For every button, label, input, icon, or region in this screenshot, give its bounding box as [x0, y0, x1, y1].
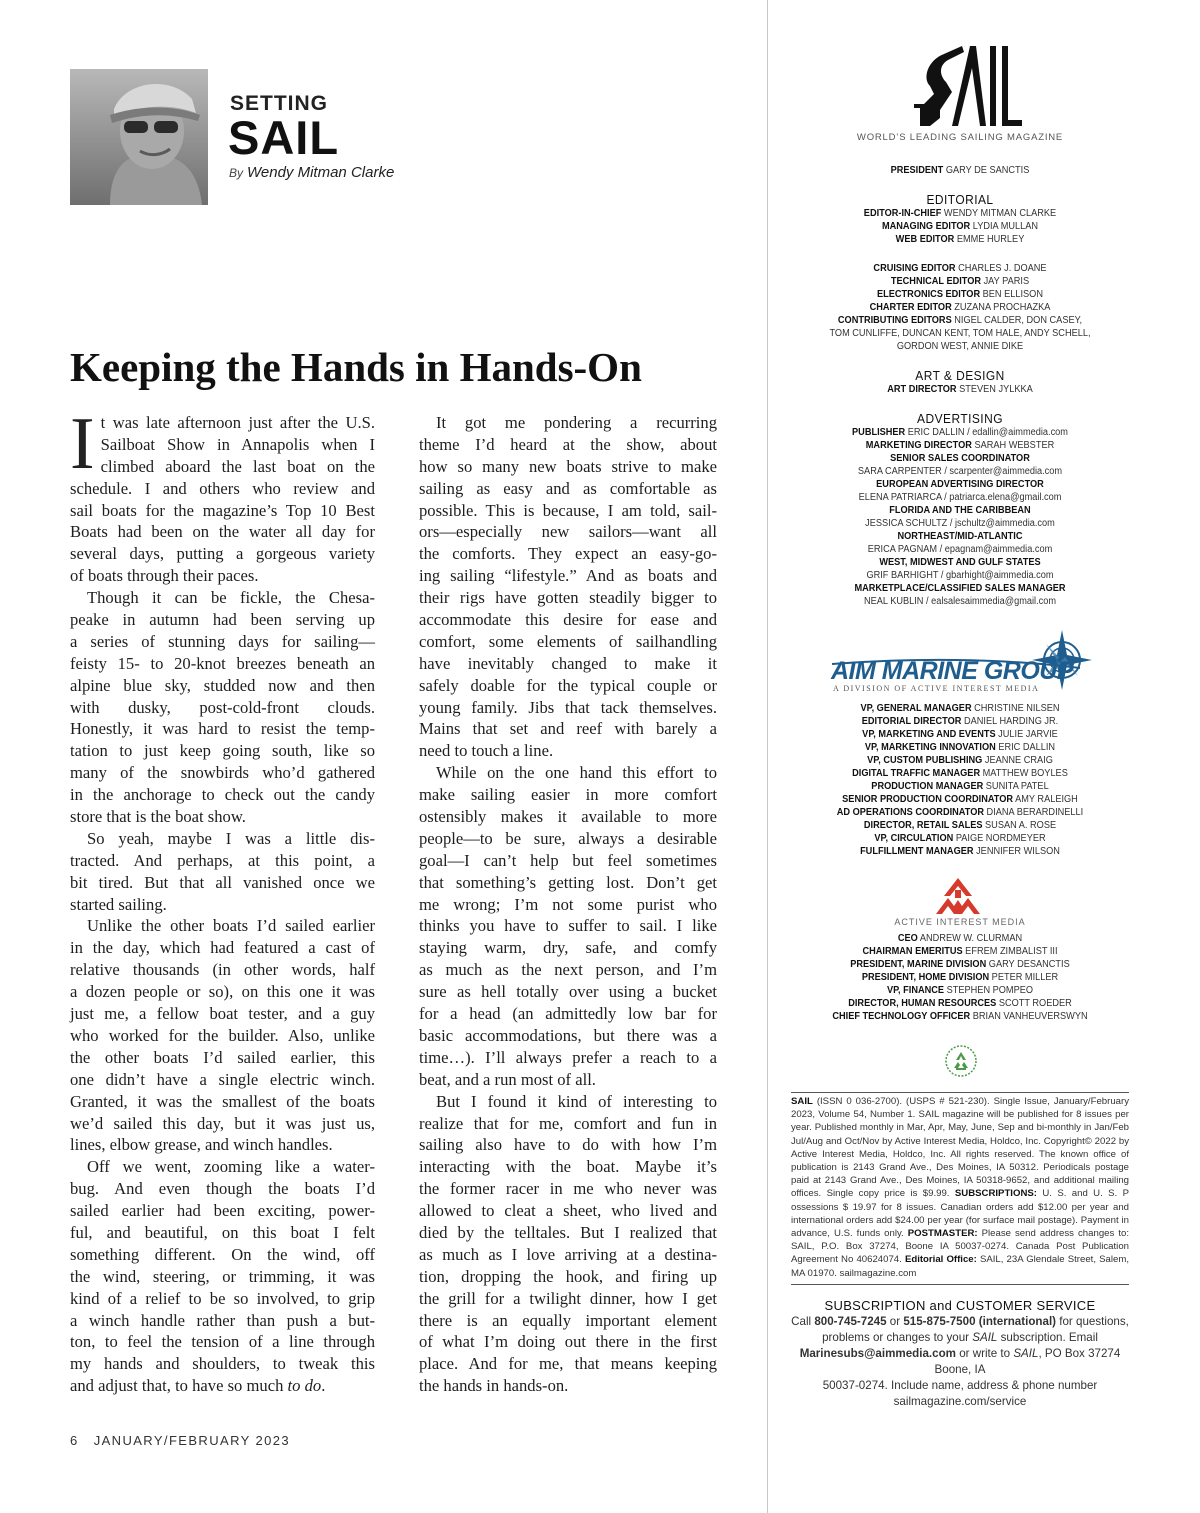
- staff-title: NORTHEAST/MID-ATLANTIC: [897, 531, 1023, 542]
- article-line: as much as the next person, and I’m: [419, 960, 717, 980]
- article-line: Mains that set and reef with barely a: [419, 719, 717, 739]
- staff-title: EDITORIAL DIRECTOR: [861, 716, 962, 727]
- staff-title: FULFILLMENT MANAGER: [860, 846, 974, 857]
- staff-entry: [813, 556, 1107, 569]
- magazine-tagline: WORLD’S LEADING SAILING MAGAZINE: [856, 132, 1064, 143]
- article-line: comfort, some elements of sailhandling: [419, 631, 717, 651]
- article-headline: Keeping the Hands in Hands-On: [70, 344, 642, 390]
- art-director: [813, 383, 1107, 396]
- article-line: kind of a relief to be so involved, to grip: [70, 1288, 375, 1308]
- staff-title: DIRECTOR, RETAIL SALES: [863, 820, 983, 831]
- article-line: store that is the boat show.: [70, 807, 246, 827]
- article-line: died by the telltales. But I realized that: [419, 1222, 717, 1242]
- article-line: the comforts. They expect an easy-go-: [419, 544, 717, 564]
- staff-entry: [813, 569, 1107, 582]
- article-line: several days, putting a gorgeous variety: [70, 544, 375, 564]
- article-line: bug. And even though the boats I’d: [70, 1179, 375, 1199]
- staff-title: PUBLISHER: [852, 427, 906, 438]
- article-line: Honestly, it was hard to resist the temp-: [70, 719, 375, 739]
- staff-title: EUROPEAN ADVERTISING DIRECTOR: [876, 479, 1044, 490]
- legal-text-1: (ISSN 0 036-2700). (USPS # 521-230). Single Issue, January/February 2023, Volume 54, Number 1. SAIL magazine will be published for 8 issues per year. Published monthly in Mar, Apr, May, June, Sep and bi-monthly in Jan/Feb Jul/Aug and Oct/Nov by Active Interest Media, Holdco, Inc. Copyright© 2022 by Active Interest Media, Holdco, Inc. All rights reserved. The known office of publication is 2143 Grand Ave., Des Moines, IA 50312. Periodicals postage paid at 2143 Grand Ave., Des Moines, IA 50318-9652, and additional mailing offices. Single copy price is $9.99.: [791, 1096, 1129, 1200]
- staff-name: STEPHEN POMPEO: [944, 985, 1034, 996]
- article-line: peake in autumn had been serving up: [70, 610, 375, 630]
- subscription-line-2: [780, 1330, 1140, 1346]
- staff-entry: [813, 971, 1107, 984]
- article-line: relative thousands (in other words, half: [70, 960, 375, 980]
- staff-name: BEN ELLISON: [980, 289, 1043, 300]
- legal-text-4: SAIL, 23A Glendale Street, Salem, MA 01970. sailmagazine.com: [791, 1254, 1129, 1279]
- staff-entry: [813, 715, 1107, 728]
- staff-entry: [813, 275, 1107, 288]
- staff-title: CONTRIBUTING EDITORS: [837, 315, 952, 326]
- staff-title: VP, FINANCE: [886, 985, 945, 996]
- phone-international: 515-875-7500 (international): [903, 1315, 1057, 1328]
- staff-title: CHARTER EDITOR: [869, 302, 952, 313]
- article-line: sailing as easy and as comfortable as: [419, 478, 717, 498]
- staff-title: VP, MARKETING AND EVENTS: [862, 729, 996, 740]
- byline-prefix: By: [229, 166, 244, 180]
- article-line: theme I’d heard at the show, about: [419, 434, 717, 454]
- article-line: for a head (an admittedly low bar for: [419, 1004, 717, 1024]
- staff-entry: [813, 301, 1107, 314]
- article-line: tion, dropping the hook, and firing up: [419, 1266, 717, 1286]
- editorial-heading: EDITORIAL: [926, 192, 994, 207]
- legal-sail-label: SAIL: [791, 1096, 813, 1107]
- article-line: me wrong; I’m not some purist who: [419, 894, 717, 914]
- subscription-url: sailmagazine.com/service: [893, 1395, 1027, 1408]
- article-line: While on the one hand this effort to: [436, 763, 717, 783]
- staff-entry: [813, 819, 1107, 832]
- staff-name: ELENA PATRIARCA / patriarca.elena@gmail.com: [858, 492, 1062, 503]
- article-line: schedule. I and others who review and: [70, 478, 375, 498]
- staff-name: CHRISTINE NILSEN: [971, 703, 1060, 714]
- staff-title: CEO: [897, 933, 918, 944]
- staff-title: ELECTRONICS EDITOR: [877, 289, 981, 300]
- article-line: of what I’m doing out there in the first: [419, 1332, 717, 1352]
- article-line: the other boats I’d sailed earlier, this: [70, 1047, 375, 1067]
- article-line: a winch handle rather than push a but-: [70, 1310, 375, 1330]
- article-line: time…). I’ll always prefer a reach to a: [419, 1047, 717, 1067]
- article-line: sure as hell totally over using a bucket: [419, 982, 717, 1002]
- line-3-end: , PO Box 37274 Boone, IA: [934, 1347, 1121, 1376]
- column-divider: [767, 0, 768, 1513]
- article-line: young family. Jibs that tack themselves.: [419, 697, 717, 717]
- staff-name: AMY RALEIGH: [1013, 794, 1078, 805]
- article-line: feisty 15- to 20-knot breezes beneath an: [70, 653, 375, 673]
- staff-name: BRIAN VANHEUVERSWYN: [970, 1011, 1088, 1022]
- staff-entry: [813, 1010, 1107, 1023]
- article-line: with dusky, post-cold-front clouds.: [70, 697, 375, 717]
- staff-title: CRUISING EDITOR: [873, 263, 956, 274]
- staff-entry: [813, 780, 1107, 793]
- staff-entry: [813, 932, 1107, 945]
- staff-name: JULIE JARVIE: [995, 729, 1058, 740]
- staff-name: SARAH WEBSTER: [971, 440, 1055, 451]
- staff-name: ERICA PAGNAM / epagnam@aimmedia.com: [867, 544, 1053, 555]
- line-2-start: problems or changes to your: [822, 1331, 973, 1344]
- masthead-president: [813, 164, 1107, 177]
- aim-marine-group-subtitle: A DIVISION OF ACTIVE INTEREST MEDIA: [833, 684, 1040, 693]
- art-director-name: STEVEN JYLKKA: [959, 384, 1033, 395]
- sentence-end: .: [321, 1376, 326, 1396]
- staff-name: DIANA BERARDINELLI: [984, 807, 1084, 818]
- article-line: Unlike the other boats I’d sailed earlier: [87, 916, 375, 936]
- staff-title: FLORIDA AND THE CARIBBEAN: [889, 505, 1031, 516]
- legal-text-2: U. S. and U. S. P ossessions $ 19.97 for 8 issues. Canadian orders add $12.00 per year and international orders add $24.00 per year (for surface mail postage). Payment in advance, U.S. funds only.: [791, 1188, 1130, 1240]
- staff-entry: [813, 426, 1107, 439]
- article-line: beat, and a run most of all.: [419, 1069, 596, 1089]
- article-line: goal—I can’t help but feel sometimes: [419, 850, 717, 870]
- article-line: Sailboat Show in Annapolis when I: [100, 434, 375, 454]
- article-line: accommodate this desire for ease and: [419, 610, 717, 630]
- article-line: interacting with the boat. Maybe it’s: [419, 1157, 717, 1177]
- staff-title: CHAIRMAN EMERITUS: [862, 946, 963, 957]
- staff-name: JENNIFER WILSON: [973, 846, 1060, 857]
- staff-entry: [813, 595, 1107, 608]
- staff-entry: [813, 517, 1107, 530]
- drop-cap: I: [70, 403, 95, 485]
- article-line: and adjust that, to have so much to do.: [70, 1376, 326, 1396]
- article-line: staying warm, dry, safe, and comfy: [419, 938, 717, 958]
- subscription-line-4: 50037-0274. Include name, address & phone number: [822, 1379, 1098, 1392]
- staff-name: ANDREW W. CLURMAN: [917, 933, 1023, 944]
- president-name: GARY DE SANCTIS: [945, 165, 1030, 176]
- staff-title: VP, CIRCULATION: [874, 833, 954, 844]
- article-line: ful, and beautiful, on this boat I felt: [70, 1222, 375, 1242]
- article-line: the hands in hands-on.: [419, 1376, 569, 1396]
- line-1-end: for questions,: [1056, 1315, 1129, 1328]
- staff-title: VP, GENERAL MANAGER: [860, 703, 972, 714]
- line-3-mid: or write to: [955, 1347, 1014, 1360]
- art-director-title: ART DIRECTOR: [887, 384, 957, 395]
- author-photo: [70, 69, 208, 205]
- staff-name: ZUZANA PROCHAZKA: [951, 302, 1051, 313]
- article-line: lines, elbow grease, and winch handles.: [70, 1135, 333, 1155]
- advertising-staff-list: [813, 426, 1107, 608]
- staff-name: ERIC DALLIN / edallin@aimmedia.com: [905, 427, 1068, 438]
- article-line: a dozen people or so), on this one it was: [70, 982, 375, 1002]
- article-line: It got me pondering a recurring: [436, 413, 717, 432]
- article-line: realize that for me, comfort and fun in: [419, 1113, 717, 1133]
- sail-italic-2: SAIL: [1013, 1347, 1039, 1360]
- subscription-line-1: [780, 1314, 1140, 1330]
- staff-title: PRESIDENT, HOME DIVISION: [861, 972, 990, 983]
- staff-entry: [813, 504, 1107, 517]
- staff-entry: [813, 958, 1107, 971]
- staff-name: SCOTT ROEDER: [996, 998, 1072, 1009]
- article-line: there is an equally important element: [419, 1310, 717, 1330]
- staff-entry: [813, 945, 1107, 958]
- legal-notice: [791, 1092, 1129, 1285]
- article-line: a series of stunning days for sailing—: [70, 631, 375, 651]
- staff-name: NIGEL CALDER, DON CASEY,: [951, 315, 1083, 326]
- contributors-continued-2: GORDON WEST, ANNIE DIKE: [896, 341, 1024, 352]
- article-line: just me, a fellow boat tester, and a guy: [70, 1004, 375, 1024]
- staff-entry: [813, 314, 1107, 327]
- article-line: something different. On the wind, off: [70, 1244, 375, 1264]
- article-line: how so many new boats strive to make: [419, 456, 717, 476]
- staff-title: DIGITAL TRAFFIC MANAGER: [852, 768, 981, 779]
- staff-title: PRODUCTION MANAGER: [871, 781, 984, 792]
- article-column-right: [419, 412, 717, 1397]
- article-line: ing sailing “lifestyle.” And as boats and: [419, 566, 717, 586]
- article-line: tracted. And perhaps, at this point, a: [70, 850, 375, 870]
- staff-title: MANAGING EDITOR: [881, 221, 971, 232]
- staff-name: PAIGE NORDMEYER: [953, 833, 1046, 844]
- sail-logo: [900, 38, 1022, 130]
- column-kicker: SETTING: [230, 92, 329, 115]
- subscription-email: Marinesubs@aimmedia.com: [799, 1347, 956, 1360]
- article-line: sailed earlier had been exciting, power-: [70, 1201, 375, 1221]
- article-line: ton, to feel the tension of a line through: [70, 1332, 375, 1352]
- legal-subscriptions-label: SUBSCRIPTIONS:: [954, 1188, 1037, 1200]
- active-interest-media-logo: [930, 876, 986, 916]
- article-line: alpine blue sky, studded now and then: [70, 675, 375, 695]
- article-line: sailing also have to do with how I’m: [419, 1135, 717, 1155]
- staff-name: EFREM ZIMBALIST III: [962, 946, 1058, 957]
- staff-name: PETER MILLER: [989, 972, 1059, 983]
- article-line: tation to just keep going south, like so: [70, 741, 375, 761]
- staff-entry: [813, 220, 1107, 233]
- staff-title: PRESIDENT, MARINE DIVISION: [850, 959, 987, 970]
- legal-postmaster-label: POSTMASTER:: [907, 1228, 978, 1240]
- staff-entry: [813, 806, 1107, 819]
- author-portrait-image: [70, 69, 208, 205]
- article-line: Granted, it was the smallest of the boats: [70, 1091, 375, 1111]
- article-line: their rigs have gotten steadily bigger to: [419, 588, 717, 608]
- staff-title: CHIEF TECHNOLOGY OFFICER: [832, 1011, 971, 1022]
- article-line: many of the snowbirds who’d gathered: [70, 763, 375, 783]
- staff-title: MARKETING DIRECTOR: [865, 440, 972, 451]
- aim-marine-staff-list: [813, 702, 1107, 858]
- or-text: or: [886, 1315, 904, 1328]
- article-line: that something’s getting lost. Don’t get: [419, 872, 717, 892]
- staff-entry: [813, 702, 1107, 715]
- article-line: bit tired. But that all vanished once we: [70, 872, 375, 892]
- article-line: Boats had been on the water all day for: [70, 522, 375, 542]
- staff-title: SENIOR PRODUCTION COORDINATOR: [842, 794, 1014, 805]
- staff-entry: [813, 793, 1107, 806]
- staff-entry: [813, 543, 1107, 556]
- emphasis: to do: [287, 1376, 322, 1396]
- staff-name: SUSAN A. ROSE: [982, 820, 1057, 831]
- art-design-heading: ART & DESIGN: [915, 368, 1005, 383]
- article-line: So yeah, maybe I was a little dis-: [87, 828, 375, 848]
- article-line: place. And for me, that means keeping: [419, 1354, 717, 1374]
- article-line: make sailing easier in more comfort: [419, 785, 717, 805]
- staff-name: LYDIA MULLAN: [970, 221, 1039, 232]
- issue-date: JANUARY/FEBRUARY 2023: [93, 1433, 290, 1448]
- subscription-service-block: [780, 1298, 1140, 1410]
- legal-office-label: Editorial Office:: [904, 1254, 977, 1266]
- staff-entry: [813, 728, 1107, 741]
- legal-text-3: Please send address changes to: SAIL, P.O. Box 37274, Boone IA 50037-0274. Canada Post Publication Agreement No 40624074.: [791, 1228, 1129, 1266]
- article-line: sail boats for the magazine’s Top 10 Best: [70, 500, 375, 520]
- article-line: people—to be sure, always a desirable: [419, 828, 717, 848]
- staff-entry: [813, 582, 1107, 595]
- article-line: who worked for the builder. Also, unlike: [70, 1025, 375, 1045]
- article-line: my hands and shoulders, to tweak this: [70, 1354, 375, 1374]
- staff-name: JEANNE CRAIG: [982, 755, 1053, 766]
- active-interest-media-wordmark: ACTIVE INTEREST MEDIA: [894, 917, 1026, 927]
- article-line: as much as I love arriving at a destina-: [419, 1244, 717, 1264]
- staff-entry: [813, 754, 1107, 767]
- staff-title: WEST, MIDWEST AND GULF STATES: [879, 557, 1041, 568]
- staff-title: VP, MARKETING INNOVATION: [864, 742, 996, 753]
- page-number: 6: [70, 1433, 79, 1448]
- article-line: the grill for a twilight dinner, how I get: [419, 1288, 717, 1308]
- article-line: ostensibly makes it available to more: [419, 807, 717, 827]
- staff-title: DIRECTOR, HUMAN RESOURCES: [848, 998, 997, 1009]
- author-name: Wendy Mitman Clarke: [247, 164, 395, 181]
- advertising-heading: ADVERTISING: [917, 411, 1003, 426]
- article-line: thinks you have to suffer to sail. I like: [419, 916, 717, 936]
- article-line: climbed aboard the last boat on the: [100, 456, 375, 476]
- article-line: Though it can be fickle, the Chesa-: [87, 588, 375, 608]
- aim-staff-list: [813, 932, 1107, 1023]
- staff-title: VP, CUSTOM PUBLISHING: [867, 755, 983, 766]
- subscription-title: SUBSCRIPTION and CUSTOMER SERVICE: [824, 1298, 1096, 1313]
- staff-entry: [813, 832, 1107, 845]
- staff-name: EMME HURLEY: [954, 234, 1025, 245]
- article-line: But I found it kind of interesting to: [436, 1091, 717, 1111]
- staff-entry: [813, 741, 1107, 754]
- staff-title: WEB EDITOR: [895, 234, 955, 245]
- staff-entry: [813, 262, 1107, 275]
- page-folio: [70, 1433, 290, 1448]
- staff-entry: [813, 288, 1107, 301]
- article-line: of boats through their paces.: [70, 566, 259, 586]
- phone-domestic: 800-745-7245: [814, 1315, 887, 1328]
- editorial-staff-list: [813, 207, 1107, 246]
- staff-name: NEAL KUBLIN / ealsalesaimmedia@gmail.com: [863, 596, 1057, 607]
- staff-name: SUNITA PATEL: [983, 781, 1049, 792]
- call-text: Call: [791, 1315, 815, 1328]
- article-line: ors—especially new sailors—want all: [419, 522, 717, 542]
- article-line: the former racer in me who never was: [419, 1179, 717, 1199]
- staff-name: GRIF BARHIGHT / gbarhight@aimmedia.com: [866, 570, 1054, 581]
- article-line: in the day, which had featured a cast of: [70, 938, 375, 958]
- staff-entry: [813, 439, 1107, 452]
- aim-marine-group-wordmark: AIM MARINE GROUP: [831, 657, 1073, 685]
- staff-entry: [813, 465, 1107, 478]
- contributors-continued-1: TOM CUNLIFFE, DUNCAN KENT, TOM HALE, ANDY SCHELL,: [829, 328, 1091, 339]
- article-line: allowed to cleat a sheet, who lived and: [419, 1201, 717, 1221]
- staff-name: ERIC DALLIN: [995, 742, 1056, 753]
- article-line: need to touch a line.: [419, 741, 554, 761]
- article-line: we’d sailed this day, but it was just us,: [70, 1113, 375, 1133]
- staff-name: WENDY MITMAN CLARKE: [941, 208, 1057, 219]
- president-title: PRESIDENT: [890, 165, 944, 176]
- staff-entry: [813, 530, 1107, 543]
- staff-title: TECHNICAL EDITOR: [890, 276, 982, 287]
- staff-title: MARKETPLACE/CLASSIFIED SALES MANAGER: [854, 583, 1066, 594]
- staff-entry: [813, 491, 1107, 504]
- staff-name: DANIEL HARDING JR.: [961, 716, 1059, 727]
- editors-list: [813, 262, 1107, 327]
- line-2-end: subscription. Email: [997, 1331, 1098, 1344]
- article-line: started sailing.: [70, 894, 167, 914]
- article-line: possible. This is because, I am told, sail-: [419, 500, 717, 520]
- staff-entry: [813, 984, 1107, 997]
- article-column-left: [70, 403, 375, 1397]
- staff-entry: [813, 452, 1107, 465]
- staff-name: SARA CARPENTER / scarpenter@aimmedia.com: [857, 466, 1063, 477]
- staff-entry: [813, 997, 1107, 1010]
- article-line: basic accommodations, but there was a: [419, 1025, 717, 1045]
- staff-entry: [813, 478, 1107, 491]
- staff-name: JESSICA SCHULTZ / jschultz@aimmedia.com: [865, 518, 1055, 529]
- byline: [229, 164, 394, 181]
- staff-entry: [813, 845, 1107, 858]
- column-name: SAIL: [228, 111, 340, 164]
- staff-name: JAY PARIS: [981, 276, 1030, 287]
- staff-entry: [813, 767, 1107, 780]
- article-line: t was late afternoon just after the U.S.: [100, 413, 375, 432]
- article-line: in the anchorage to check out the candy: [70, 785, 375, 805]
- article-line: Off we went, zooming like a water-: [87, 1157, 375, 1177]
- article-line: one didn’t have a single electric winch.: [70, 1069, 375, 1089]
- staff-entry: [813, 207, 1107, 220]
- staff-name: CHARLES J. DOANE: [955, 263, 1047, 274]
- staff-entry: [813, 233, 1107, 246]
- staff-title: AD OPERATIONS COORDINATOR: [836, 807, 985, 818]
- article-line: have inevitably changed to make it: [419, 653, 717, 673]
- sail-italic: SAIL: [972, 1331, 998, 1344]
- staff-title: SENIOR SALES COORDINATOR: [890, 453, 1030, 464]
- subscription-line-3: [780, 1346, 1140, 1378]
- article-line: the wind, steering, or trimming, it was: [70, 1266, 375, 1286]
- recycle-icon: [944, 1044, 978, 1078]
- article-line: safely doable for the typical couple or: [419, 675, 717, 695]
- staff-name: GARY DESANCTIS: [986, 959, 1070, 970]
- staff-title: EDITOR-IN-CHIEF: [863, 208, 942, 219]
- staff-name: MATTHEW BOYLES: [980, 768, 1068, 779]
